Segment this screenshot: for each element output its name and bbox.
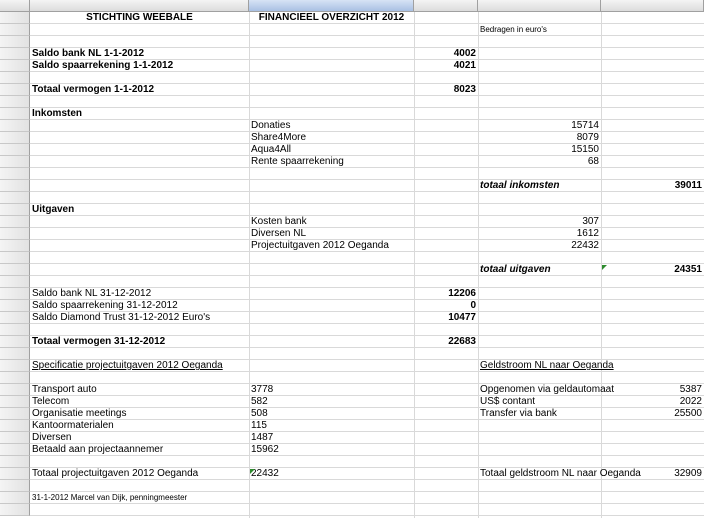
cell-a26[interactable]: Saldo Diamond Trust 31-12-2012 Euro's xyxy=(32,312,211,323)
cell-c24[interactable]: 12206 xyxy=(448,288,476,299)
row-header[interactable] xyxy=(0,504,30,516)
cell-d15[interactable]: totaal inkomsten xyxy=(480,180,560,191)
cell-d33[interactable]: US$ contant xyxy=(480,396,536,407)
row-header[interactable] xyxy=(0,36,30,48)
cell-a5[interactable]: Saldo spaarrekening 1-1-2012 xyxy=(32,60,174,71)
cell-d32[interactable]: Opgenomen via geldautomaat xyxy=(480,384,614,395)
row-header[interactable] xyxy=(0,336,30,348)
row-header[interactable] xyxy=(0,24,30,36)
row-header[interactable] xyxy=(0,120,30,132)
cell-b19[interactable]: Diversen NL xyxy=(251,228,307,239)
column-header-d[interactable] xyxy=(478,0,601,12)
cell-a39[interactable]: Totaal projectuitgaven 2012 Oeganda xyxy=(32,468,199,479)
grid-column-line xyxy=(601,0,602,518)
row-header[interactable] xyxy=(0,396,30,408)
row-header[interactable] xyxy=(0,132,30,144)
cell-a9[interactable]: Inkomsten xyxy=(32,108,83,119)
cell-e32[interactable]: 5387 xyxy=(679,384,702,395)
row-header[interactable] xyxy=(0,216,30,228)
cell-e22[interactable]: 24351 xyxy=(674,264,702,275)
cell-d34[interactable]: Transfer via bank xyxy=(480,408,557,419)
row-header[interactable] xyxy=(0,372,30,384)
cell-b35[interactable]: 115 xyxy=(251,420,267,431)
row-header[interactable] xyxy=(0,432,30,444)
cell-a32[interactable]: Transport auto xyxy=(32,384,97,395)
row-header[interactable] xyxy=(0,168,30,180)
cell-a28[interactable]: Totaal vermogen 31-12-2012 xyxy=(32,336,166,347)
row-header[interactable] xyxy=(0,108,30,120)
cell-a30[interactable]: Specificatie projectuitgaven 2012 Oeganda xyxy=(32,360,223,371)
cell-warning-triangle-icon xyxy=(250,469,255,474)
cell-d10[interactable]: 15714 xyxy=(571,120,599,131)
cell-d20[interactable]: 22432 xyxy=(571,240,599,251)
cell-d39[interactable]: Totaal geldstroom NL naar Oeganda xyxy=(480,468,641,479)
cell-b37[interactable]: 15962 xyxy=(251,444,279,455)
cell-a34[interactable]: Organisatie meetings xyxy=(32,408,127,419)
row-header[interactable] xyxy=(0,84,30,96)
select-all-corner[interactable] xyxy=(0,0,30,12)
cell-d12[interactable]: 15150 xyxy=(571,144,599,155)
row-header[interactable] xyxy=(0,480,30,492)
cell-b32[interactable]: 3778 xyxy=(251,384,274,395)
cell-d11[interactable]: 8079 xyxy=(576,132,599,143)
cell-a17[interactable]: Uitgaven xyxy=(32,204,75,215)
row-header[interactable] xyxy=(0,384,30,396)
cell-c25[interactable]: 0 xyxy=(470,300,476,311)
grid-row-line xyxy=(0,515,704,516)
cell-b33[interactable]: 582 xyxy=(251,396,268,407)
cell-e34[interactable]: 25500 xyxy=(674,408,702,419)
cell-b10[interactable]: Donaties xyxy=(251,120,291,131)
cell-b1[interactable]: FINANCIEEL OVERZICHT 2012 xyxy=(258,12,405,23)
cell-d18[interactable]: 307 xyxy=(582,216,599,227)
cell-a33[interactable]: Telecom xyxy=(32,396,70,407)
row-header[interactable] xyxy=(0,324,30,336)
row-header[interactable] xyxy=(0,12,30,24)
cell-a37[interactable]: Betaald aan projectaannemer xyxy=(32,444,164,455)
cell-d19[interactable]: 1612 xyxy=(576,228,599,239)
row-header[interactable] xyxy=(0,180,30,192)
cell-e15[interactable]: 39011 xyxy=(674,180,702,191)
cell-d22[interactable]: totaal uitgaven xyxy=(480,264,551,275)
cell-a4[interactable]: Saldo bank NL 1-1-2012 xyxy=(32,48,145,59)
row-header[interactable] xyxy=(0,72,30,84)
row-header[interactable] xyxy=(0,276,30,288)
cell-a41[interactable]: 31-1-2012 Marcel van Dijk, penningmeester xyxy=(32,493,188,502)
row-header[interactable] xyxy=(0,192,30,204)
cell-a24[interactable]: Saldo bank NL 31-12-2012 xyxy=(32,288,152,299)
cell-b11[interactable]: Share4More xyxy=(251,132,307,143)
cell-d30[interactable]: Geldstroom NL naar Oeganda xyxy=(480,360,614,371)
cell-c26[interactable]: 10477 xyxy=(448,312,476,323)
row-header[interactable] xyxy=(0,204,30,216)
cell-b18[interactable]: Kosten bank xyxy=(251,216,307,227)
cell-d2[interactable]: Bedragen in euro's xyxy=(480,25,547,34)
row-header[interactable] xyxy=(0,228,30,240)
row-header[interactable] xyxy=(0,420,30,432)
row-header[interactable] xyxy=(0,444,30,456)
row-header[interactable] xyxy=(0,264,30,276)
cell-a7[interactable]: Totaal vermogen 1-1-2012 xyxy=(32,84,155,95)
cell-b34[interactable]: 508 xyxy=(251,408,268,419)
cell-b39[interactable]: 22432 xyxy=(251,468,279,479)
cell-a25[interactable]: Saldo spaarrekening 31-12-2012 xyxy=(32,300,178,311)
cell-e33[interactable]: 2022 xyxy=(679,396,702,407)
cell-b13[interactable]: Rente spaarrekening xyxy=(251,156,344,167)
row-header[interactable] xyxy=(0,96,30,108)
cell-c4[interactable]: 4002 xyxy=(453,48,476,59)
cell-c7[interactable]: 8023 xyxy=(453,84,476,95)
row-header[interactable] xyxy=(0,492,30,504)
cell-b36[interactable]: 1487 xyxy=(251,432,274,443)
row-header[interactable] xyxy=(0,60,30,72)
row-header[interactable] xyxy=(0,240,30,252)
cell-d13[interactable]: 68 xyxy=(587,156,599,167)
column-header-e[interactable] xyxy=(601,0,704,12)
column-header-c[interactable] xyxy=(414,0,478,12)
cell-a35[interactable]: Kantoormaterialen xyxy=(32,420,114,431)
row-header[interactable] xyxy=(0,456,30,468)
row-header[interactable] xyxy=(0,156,30,168)
row-header[interactable] xyxy=(0,288,30,300)
row-header[interactable] xyxy=(0,252,30,264)
cell-b12[interactable]: Aqua4All xyxy=(251,144,292,155)
cell-a36[interactable]: Diversen xyxy=(32,432,72,443)
cell-a1[interactable]: STICHTING WEEBALE xyxy=(86,12,193,23)
cell-b20[interactable]: Projectuitgaven 2012 Oeganda xyxy=(251,240,389,251)
row-header[interactable] xyxy=(0,312,30,324)
row-header[interactable] xyxy=(0,300,30,312)
cell-c5[interactable]: 4021 xyxy=(453,60,476,71)
row-header[interactable] xyxy=(0,360,30,372)
column-header-a[interactable] xyxy=(30,0,249,12)
column-header-b[interactable] xyxy=(249,0,414,12)
row-header[interactable] xyxy=(0,348,30,360)
cell-warning-triangle-icon xyxy=(602,265,607,270)
row-header[interactable] xyxy=(0,48,30,60)
row-header[interactable] xyxy=(0,468,30,480)
cell-e39[interactable]: 32909 xyxy=(674,468,702,479)
cell-c28[interactable]: 22683 xyxy=(448,336,476,347)
row-header[interactable] xyxy=(0,144,30,156)
row-header[interactable] xyxy=(0,408,30,420)
